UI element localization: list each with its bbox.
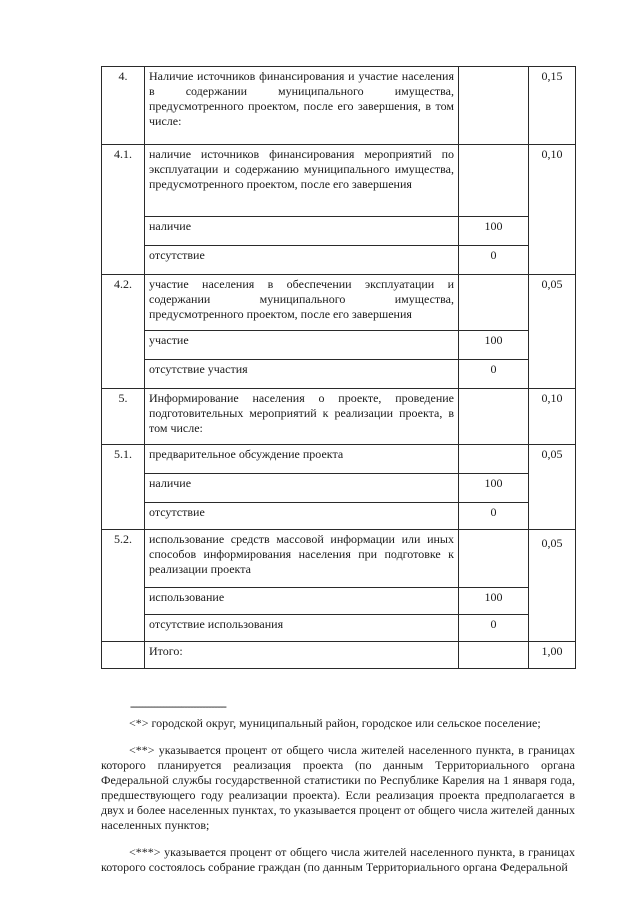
points-cell: 0 <box>459 503 529 530</box>
criterion-text: использование средств массовой информации или иных способов информирования населения при подготовке к реализации проекта <box>145 530 459 588</box>
footnote: <*> городской округ, муниципальный район, городское или сельское поселение; <box>129 716 541 730</box>
table-row <box>102 67 576 145</box>
option-text: отсутствие использования <box>145 615 459 642</box>
option-text: наличие <box>145 217 459 246</box>
points-cell: 100 <box>459 217 529 246</box>
points-cell <box>459 389 529 445</box>
points-cell: 100 <box>459 331 529 360</box>
total-weight: 1,00 <box>529 642 576 669</box>
table-row <box>102 331 576 360</box>
table-row <box>102 445 576 474</box>
weight-cell: 0,15 <box>529 67 576 145</box>
option-text: отсутствие участия <box>145 360 459 389</box>
criterion-text: наличие источников финансирования мероприятий по эксплуатации и содержанию муниципального имущества, предусмотренного проектом, после его завершения <box>145 145 459 217</box>
row-number: 5. <box>102 389 145 445</box>
row-number: 4.2. <box>102 275 145 389</box>
table-row <box>102 217 576 246</box>
weight-cell: 0,10 <box>529 145 576 275</box>
footnote: <**> указывается процент от общего числа жителей населенного пункта, в границах которого планируется реализация проекта (по данным Территориального органа Федеральной службы государственной статистики по Республике Карелия на 1 января года, предшествующего году реализации проекта). Если реализация проекта предполагается в двух и более населенных пунктах, то указывается процент от общего числа жителей данных населенных пунктов; <box>101 743 575 832</box>
points-cell: 0 <box>459 360 529 389</box>
criterion-text: предварительное обсуждение проекта <box>145 445 459 474</box>
points-cell: 0 <box>459 615 529 642</box>
footnotes <box>101 716 575 887</box>
weight-cell: 0,10 <box>529 389 576 445</box>
table-row <box>102 615 576 642</box>
row-number <box>102 642 145 669</box>
row-number: 4.1. <box>102 145 145 275</box>
table-row <box>102 530 576 588</box>
table-row <box>102 246 576 275</box>
row-number: 4. <box>102 67 145 145</box>
points-cell <box>459 530 529 588</box>
row-number: 5.1. <box>102 445 145 530</box>
points-cell <box>459 642 529 669</box>
option-text: отсутствие <box>145 246 459 275</box>
criteria-table <box>101 66 576 669</box>
row-number: 5.2. <box>102 530 145 642</box>
criterion-text: Наличие источников финансирования и участие населения в содержании муниципального имущества, предусмотренного проектом, после его завершения, в том числе: <box>145 67 459 145</box>
table-row <box>102 474 576 503</box>
table-row <box>102 275 576 331</box>
points-cell <box>459 275 529 331</box>
points-cell: 0 <box>459 246 529 275</box>
criterion-text: Информирование населения о проекте, проведение подготовительных мероприятий к реализации проекта, в том числе: <box>145 389 459 445</box>
points-cell: 100 <box>459 474 529 503</box>
option-text: использование <box>145 588 459 615</box>
points-cell: 100 <box>459 588 529 615</box>
points-cell <box>459 145 529 217</box>
weight-cell: 0,05 <box>529 445 576 530</box>
footnote-separator: -------------------------------- <box>130 699 226 713</box>
points-cell <box>459 445 529 474</box>
option-text: наличие <box>145 474 459 503</box>
table-row <box>102 145 576 217</box>
weight-cell: 0,05 <box>529 530 576 642</box>
option-text: участие <box>145 331 459 360</box>
table-row <box>102 389 576 445</box>
total-label: Итого: <box>145 642 459 669</box>
table-row <box>102 642 576 669</box>
table-row <box>102 360 576 389</box>
table-row <box>102 503 576 530</box>
table-row <box>102 588 576 615</box>
footnote: <***> указывается процент от общего числа жителей населенного пункта, в границах которого состоялось собрание граждан (по данным Территориального органа Федеральной <box>101 845 575 874</box>
weight-cell: 0,05 <box>529 275 576 389</box>
criterion-text: участие населения в обеспечении эксплуатации и содержании муниципального имущества, предусмотренного проектом, после его завершения <box>145 275 459 331</box>
points-cell <box>459 67 529 145</box>
option-text: отсутствие <box>145 503 459 530</box>
